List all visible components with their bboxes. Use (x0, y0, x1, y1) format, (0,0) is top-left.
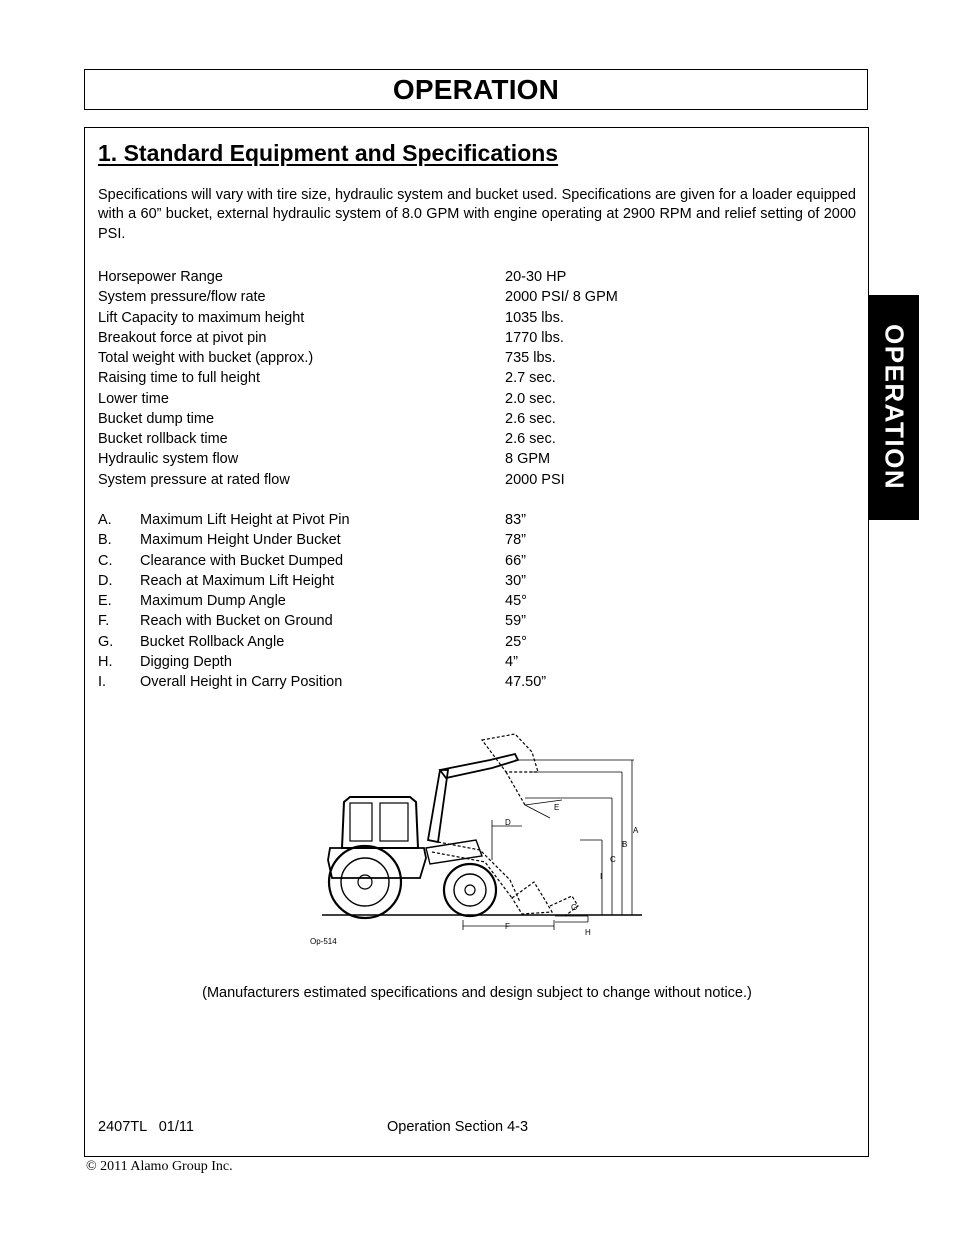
dim-label-b: B (622, 840, 628, 849)
copyright: © 2011 Alamo Group Inc. (86, 1159, 233, 1174)
dimension-letter: A. (98, 512, 112, 528)
spec-label: System pressure/flow rate (98, 289, 266, 306)
dimension-letter: H. (98, 654, 113, 671)
disclaimer: (Manufacturers estimated specifications and design subject to change without notice.) (202, 985, 752, 1001)
spec-value: 2.7 sec. (505, 370, 556, 387)
dimension-label: Overall Height in Carry Position (140, 674, 343, 691)
side-tab-label: OPERATION (879, 324, 910, 491)
spec-label: Raising time to full height (98, 370, 260, 387)
dimension-letter: G. (98, 633, 114, 650)
spec-row (98, 389, 798, 409)
dimension-value: 66” (505, 552, 526, 569)
spec-value: 2000 PSI/ 8 GPM (505, 289, 618, 306)
dimension-value: 4” (505, 654, 518, 671)
dimension-row (98, 551, 798, 571)
spec-label: Total weight with bucket (approx.) (98, 350, 314, 366)
dimension-value: 59” (505, 613, 526, 630)
dimension-label: Reach with Bucket on Ground (140, 613, 333, 630)
spec-row (98, 267, 798, 287)
spec-value: 2.0 sec. (505, 390, 556, 407)
dimension-row (98, 611, 798, 631)
dimension-row (98, 530, 798, 550)
page-header (84, 69, 868, 110)
spec-value: 735 lbs. (505, 350, 556, 366)
dim-label-c: C (610, 855, 616, 864)
dimension-label: Reach at Maximum Lift Height (140, 572, 335, 589)
dimension-value: 25° (505, 633, 527, 650)
dimension-label: Maximum Height Under Bucket (140, 532, 341, 549)
spec-label: Bucket dump time (98, 410, 215, 427)
dimensions-list (98, 510, 798, 693)
dimension-label: Maximum Dump Angle (140, 593, 286, 610)
dimension-row (98, 652, 798, 672)
section-title: 1. Standard Equipment and Specifications (98, 140, 559, 166)
dim-label-h: H (585, 928, 591, 937)
dim-label-i: I (600, 872, 603, 881)
footer-model-date: 2407TL 01/11 (98, 1119, 194, 1135)
dim-label-f: F (505, 922, 510, 931)
dimension-row (98, 510, 798, 530)
spec-value: 8 GPM (505, 451, 551, 468)
spec-row (98, 449, 798, 469)
dimension-value: 47.50” (505, 674, 547, 691)
spec-value: 2000 PSI (505, 471, 565, 488)
spec-label: Horsepower Range (98, 269, 223, 285)
dim-label-e: E (554, 803, 560, 812)
spec-label: Breakout force at pivot pin (98, 329, 267, 346)
tractor-drawing (322, 734, 642, 918)
spec-row (98, 409, 798, 429)
spec-label: Bucket rollback time (98, 431, 228, 447)
dimension-value: 78” (505, 532, 526, 549)
spec-row (98, 287, 798, 307)
specifications-list (98, 267, 798, 490)
spec-row (98, 368, 798, 388)
spec-row (98, 328, 798, 348)
dim-label-d: D (505, 818, 511, 827)
dimension-letter: F. (98, 613, 110, 630)
spec-value: 1770 lbs. (505, 329, 564, 346)
spec-row (98, 429, 798, 449)
spec-label: Lift Capacity to maximum height (98, 309, 305, 326)
spec-label: Lower time (98, 390, 169, 407)
spec-label: Hydraulic system flow (98, 451, 239, 468)
section-side-tab (869, 295, 919, 520)
loader-diagram (300, 730, 650, 955)
spec-label: System pressure at rated flow (98, 471, 290, 488)
dimension-letter: I. (98, 674, 107, 691)
dimension-value: 83” (505, 512, 526, 528)
dimension-row (98, 591, 798, 611)
dimension-letter: B. (98, 532, 112, 549)
dimension-row (98, 571, 798, 591)
dimension-value: 45° (505, 593, 527, 610)
dimension-letter: D. (98, 572, 113, 589)
spec-value: 2.6 sec. (505, 431, 556, 447)
spec-row (98, 348, 798, 368)
spec-row (98, 308, 798, 328)
dimension-label: Clearance with Bucket Dumped (140, 552, 344, 569)
dimension-letter: C. (98, 552, 113, 569)
dimension-lines (463, 760, 634, 930)
dimension-row (98, 632, 798, 652)
figure-id: Op-514 (310, 937, 337, 946)
spec-value: 20-30 HP (505, 269, 567, 285)
dimension-row (98, 672, 798, 692)
spec-row (98, 470, 798, 490)
dim-label-a: A (633, 826, 639, 835)
dimension-label: Digging Depth (140, 654, 232, 671)
dimension-label: Maximum Lift Height at Pivot Pin (140, 512, 350, 528)
header-title: OPERATION (392, 73, 560, 105)
intro-paragraph: Specifications will vary with tire size, hydraulic system and bucket used. Specifications are given for a loader equipped with a 60” bucket, external hydraulic system of 8.0 GPM with engine operating at 2900 RPM and relief setting of 2000 PSI. (98, 187, 856, 242)
spec-value: 2.6 sec. (505, 410, 556, 427)
spec-value: 1035 lbs. (505, 309, 564, 326)
footer-section: Operation Section 4-3 (387, 1119, 529, 1135)
dimension-label: Bucket Rollback Angle (140, 633, 285, 650)
dim-label-g: G (571, 903, 578, 912)
dimension-letter: E. (98, 593, 112, 610)
dimension-value: 30” (505, 572, 526, 589)
